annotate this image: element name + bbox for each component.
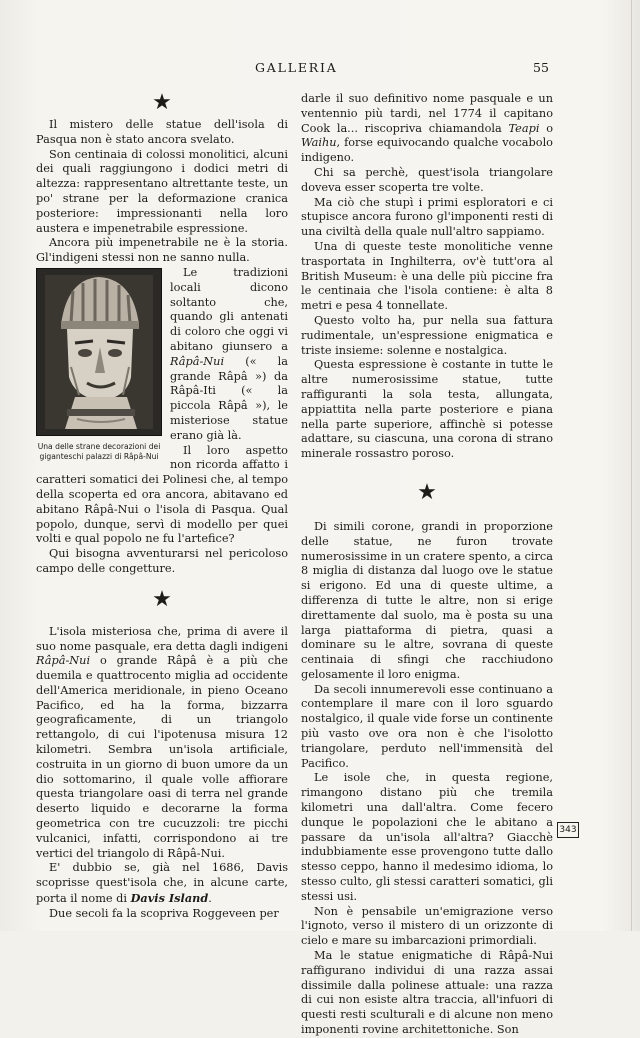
paragraph: Ma le statue enigmatiche di Râpâ-Nui raffigurano individui di una razza assai dissimile dalla polinese attuale: una razza di cui non esiste altra traccia, all'infuori di questi resti sculturali e di alcune non meno imponenti rovine architettoniche. Son — [301, 949, 553, 1037]
paragraph: Le isole che, in questa regione, rimangono distano più che tremila kilometri una dall'altra. Come fecero dunque le popolazioni che le abitano a passare da un'isola all'altra? Giacchè indubbiamente esse provengono tutte dallo stesso ceppo, hanno il medesimo idioma, lo stesso culto, gli stessi caratteri somatici, gli stessi usi. — [301, 771, 553, 903]
text-run: Le tradizioni locali dicono soltanto che, quando gli antenati di coloro che oggi vi abitano giunsero a — [170, 265, 288, 353]
section-star-icon: ★ — [152, 586, 172, 612]
italic-term: Waihu — [301, 136, 337, 150]
text-run: (« la grande Râpâ ») da Râpâ-Iti (« la piccola Râpâ »), le misteriose statue erano già là. — [170, 354, 288, 442]
text-run: E' dubbio se, già nel 1686, Davis scoprisse quest'isola che, in alcune carte, porta il nome di — [36, 861, 288, 906]
italic-term: Teapi — [508, 121, 540, 135]
paragraph — [36, 625, 288, 862]
paragraph: Chi sa perchè, quest'isola triangolare doveva esser scoperta tre volte. — [301, 165, 553, 194]
figure-caption: Una delle strane decorazioni dei giganteschi palazzi di Râpâ-Nui — [37, 441, 161, 461]
section-star-icon: ★ — [417, 479, 437, 505]
text-run: L'isola misteriosa che, prima di avere il suo nome pasquale, era detta dagli indigeni — [36, 624, 288, 653]
page-number: 55 — [533, 60, 549, 75]
paragraph: Due secoli fa la scopriva Roggeveen per — [49, 906, 279, 920]
italic-term: Râpâ-Nui — [36, 654, 91, 668]
carved-face-image — [37, 269, 161, 435]
running-title: GALLERIA — [255, 60, 338, 75]
paragraph: Da secoli innumerevoli esse continuano a contemplare il mare con il loro sguardo nostalgico, il quale vide forse un continente più vasto ove ora non è che l'isolotto triangolare, perduto nell'immensità del Pacifico. — [301, 682, 553, 770]
text-run: , forse equivocando qualche vocabolo indigeno. — [301, 136, 553, 165]
paragraph: Questa espressione è costante in tutte le altre numerosissime statue, tutte raffiguranti la sola testa, allungata, appiattita nella parte posteriore e piana nella parte superiore, affinchè si potesse adattare, su ciascuna, una corona di strano minerale rossastro poroso. — [301, 358, 553, 461]
carved-face-photo — [36, 268, 162, 436]
paragraph: Non è pensabile un'emigrazione verso l'ignoto, verso il mistero di un orizzonte di cielo e mare su imbarcazioni primordiali. — [301, 904, 553, 948]
paragraph: Ma ciò che stupì i primi esploratori e ci stupisce ancora furono gl'imponenti resti di una civiltà della quale null'altro sappiamo. — [301, 195, 553, 239]
paragraph: Il mistero delle statue dell'isola di Pasqua non è stato ancora svelato. — [36, 118, 288, 146]
page-edge-line — [631, 0, 632, 931]
catalog-stamp: 343 — [557, 822, 579, 838]
section-star-icon: ★ — [152, 90, 172, 115]
paragraph: Di simili corone, grandi in proporzione delle statue, ne furon trovate numerosissime in un cratere spento, a circa 8 miglia di distanza dal luogo ove le statue si erigono. Ed una di queste ultime, a differenza di tutte le altre, non si erige direttamente dal suolo, ma è posta su una larga piattaforma di pietra, quasi a dominare su le altre, sovrana di queste centinaia di sfingi che racchiudono gelosamente il loro enigma. — [301, 519, 553, 681]
text-run: o grande Râpâ è a più che duemila e quattrocento miglia ad occidente dell'America meridionale, in pieno Oceano Pacifico, ed ha la forma, bizzarra geograficamente, di un triangolo rettangolo, di cui l'ipotenusa misura 12 kilometri. Sembra un'isola artificiale, costruita in un giorno di buon umore da un dio sottomarino, il quale volle affiorare questa triangolare oasi di terra nel grande deserto liquido e decorarne la forma geometrica con tre cucuzzoli: tre picchi vulcanici, infatti, corrispondono ai tre vertici del triangolo di Râpâ-Nui. — [36, 654, 288, 860]
paragraph: Questo volto ha, pur nella sua fattura rudimentale, un'espressione enigmatica e triste insieme: solenne e nostalgica. — [301, 313, 553, 357]
paragraph: Qui bisogna avventurarsi nel pericoloso campo delle congetture. — [36, 547, 288, 575]
paragraph: Ancora più impenetrabile ne è la storia. Gl'indigeni stessi non ne sanno nulla. — [36, 236, 288, 265]
page-header — [0, 60, 640, 80]
paragraph: Son centinaia di colossi monolitici, alcuni dei quali raggiungono i dodici metri di altezza: rappresentano altrettante teste, un po' strane per la deformazione cranica posteriore: impressionanti nella loro austera e impenetrabile espressione. — [36, 147, 288, 235]
figure-block — [36, 268, 162, 461]
text-run: . — [208, 892, 212, 906]
text-run: darle il suo definitivo nome pasquale e un ventennio più tardi, nel 1774 il capitano Cook la... riscopriva chiamandola — [301, 92, 553, 135]
italic-term: Râpâ-Nui — [170, 354, 225, 368]
text-run: o — [539, 121, 553, 135]
paragraph: Il loro aspetto non ricorda affatto i caratteri somatici dei Polinesi che, al tempo della scoperta ed ora ancora, abitavano ed abitano Râpâ-Nui o l'isola di Pasqua. Qual popolo, dunque, servì di modello per quei volti e qual popolo ne fu l'artefice? — [36, 443, 288, 546]
paragraph: Una di queste teste monolitiche venne trasportata in Inghilterra, ov'è tutt'ora al British Museum: è una delle più piccine fra le centinaia che l'isola contiene: è alta 8 metri e pesa 4 tonnellate. — [301, 239, 553, 313]
italic-term: Davis Island — [130, 891, 209, 906]
right-column — [301, 92, 553, 1038]
paragraph — [36, 861, 288, 906]
paragraph — [301, 92, 553, 166]
left-column — [36, 92, 288, 922]
